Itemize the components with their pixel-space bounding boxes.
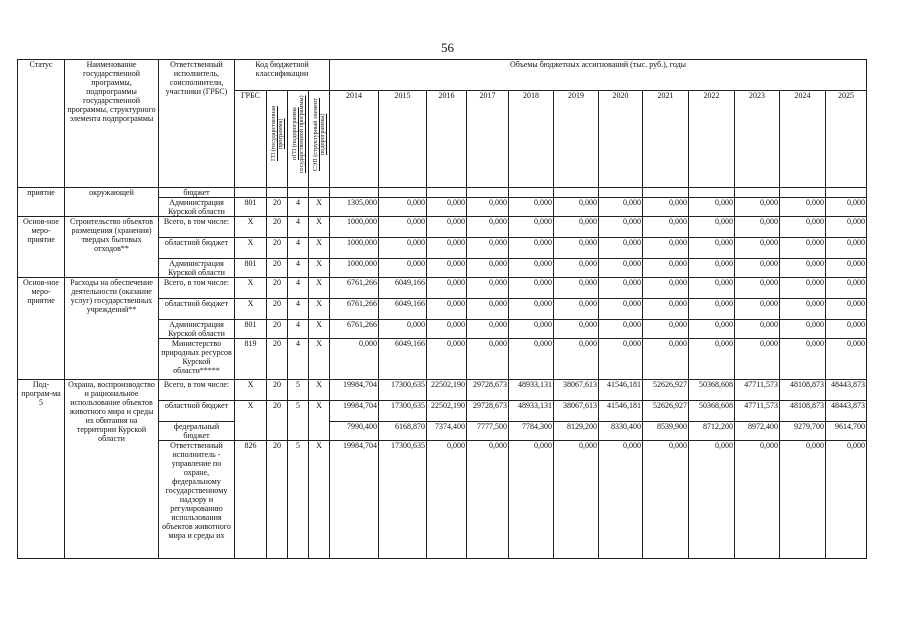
value-cell: 52626,927 [643,380,689,401]
value-cell: 0,000 [509,320,554,339]
value-cell: 48933,131 [509,401,554,422]
value-cell: 0,000 [379,198,427,217]
grbs-cell: 826 [235,441,267,559]
value-cell: 0,000 [735,299,780,320]
header-se [309,91,330,188]
value-cell: 1305,000 [330,198,379,217]
budget-table [17,59,867,559]
gp-cell: 20 [267,217,288,238]
header-year: 2021 [643,91,689,188]
value-cell: 47711,573 [735,380,780,401]
se-cell: X [309,278,330,299]
executor-cell: Ответственный исполнитель - управление по охране, федеральному государственному надзору и регулированию использования объектов животного мира и среды их [159,441,235,559]
value-cell: 0,000 [379,320,427,339]
header-volumes: Объемы бюджетных ассигнований (тыс. руб.), годы [330,60,867,91]
value-cell: 0,000 [427,299,467,320]
header-status: Статус [18,60,65,188]
grbs-cell: X [235,401,267,441]
header-year: 2019 [554,91,599,188]
value-cell: 0,000 [735,278,780,299]
pgp-cell: 4 [288,278,309,299]
se-cell: X [309,401,330,441]
value-cell: 1000,000 [330,238,379,259]
value-cell [467,188,509,198]
executor-cell: федеральный бюджет [159,422,235,441]
value-cell: 0,000 [780,238,826,259]
se-cell: X [309,320,330,339]
value-cell: 0,000 [427,217,467,238]
executor-cell: областной бюджет [159,299,235,320]
value-cell: 0,000 [643,278,689,299]
grbs-cell: X [235,380,267,401]
value-cell: 0,000 [735,217,780,238]
value-cell: 0,000 [554,299,599,320]
value-cell: 8129,200 [554,422,599,441]
pgp-cell [288,188,309,198]
se-cell: X [309,339,330,380]
value-cell: 0,000 [467,198,509,217]
header-year: 2020 [599,91,643,188]
header-year: 2022 [689,91,735,188]
grbs-cell [235,188,267,198]
header-year: 2023 [735,91,780,188]
value-cell: 0,000 [554,320,599,339]
value-cell: 0,000 [554,259,599,278]
value-cell: 0,000 [509,299,554,320]
value-cell: 0,000 [689,339,735,380]
value-cell: 48108,873 [780,380,826,401]
value-cell: 0,000 [826,198,867,217]
gp-cell: 20 [267,198,288,217]
value-cell: 0,000 [643,198,689,217]
value-cell: 0,000 [826,441,867,559]
gp-cell [267,188,288,198]
value-cell: 0,000 [509,217,554,238]
value-cell: 0,000 [780,299,826,320]
value-cell: 0,000 [554,278,599,299]
name-cell: Строительство объектов размещения (хранения) твердых бытовых отходов** [65,217,159,278]
value-cell: 0,000 [643,441,689,559]
value-cell: 6761,266 [330,278,379,299]
value-cell [735,188,780,198]
grbs-cell: 801 [235,259,267,278]
value-cell: 0,000 [826,278,867,299]
header-name: Наименование государственной программы, подпрограммы государственной программы, структурного элемента подпрограммы [65,60,159,188]
value-cell: 19984,704 [330,401,379,422]
value-cell: 0,000 [780,320,826,339]
value-cell: 0,000 [554,198,599,217]
se-cell: X [309,198,330,217]
value-cell: 0,000 [509,198,554,217]
value-cell: 0,000 [599,259,643,278]
executor-cell: Всего, в том числе: [159,217,235,238]
se-cell: X [309,259,330,278]
value-cell: 0,000 [643,259,689,278]
value-cell [780,188,826,198]
value-cell: 0,000 [735,238,780,259]
value-cell: 22502,190 [427,380,467,401]
value-cell [509,188,554,198]
grbs-cell: X [235,238,267,259]
value-cell: 19984,704 [330,380,379,401]
value-cell: 0,000 [826,259,867,278]
value-cell: 0,000 [599,299,643,320]
value-cell: 0,000 [427,320,467,339]
value-cell: 0,000 [780,259,826,278]
value-cell: 0,000 [330,339,379,380]
pgp-cell: 4 [288,198,309,217]
header-code-group: Код бюджетной классификации [235,60,330,91]
value-cell: 0,000 [780,198,826,217]
value-cell: 0,000 [599,441,643,559]
value-cell: 0,000 [599,238,643,259]
value-cell: 29728,673 [467,401,509,422]
value-cell: 0,000 [735,339,780,380]
value-cell: 0,000 [509,441,554,559]
value-cell: 0,000 [689,259,735,278]
value-cell: 0,000 [467,217,509,238]
value-cell: 0,000 [467,320,509,339]
header-year: 2018 [509,91,554,188]
value-cell: 22502,190 [427,401,467,422]
value-cell: 7777,500 [467,422,509,441]
value-cell: 0,000 [826,339,867,380]
value-cell: 0,000 [509,339,554,380]
value-cell: 0,000 [554,217,599,238]
value-cell: 0,000 [780,217,826,238]
value-cell: 0,000 [554,339,599,380]
status-cell: приятие [18,188,65,217]
value-cell: 9279,700 [780,422,826,441]
executor-cell: бюджет [159,188,235,198]
value-cell: 0,000 [689,198,735,217]
value-cell: 0,000 [735,198,780,217]
status-cell: Под-програм-ма 5 [18,380,65,559]
value-cell: 0,000 [643,299,689,320]
value-cell: 0,000 [427,339,467,380]
gp-cell: 20 [267,339,288,380]
value-cell: 17300,635 [379,401,427,422]
page-number: 56 [441,40,454,55]
value-cell [826,188,867,198]
grbs-cell: 819 [235,339,267,380]
value-cell: 0,000 [689,441,735,559]
value-cell: 0,000 [780,339,826,380]
grbs-cell: 801 [235,198,267,217]
header-row-top [18,60,867,91]
gp-cell: 20 [267,320,288,339]
value-cell: 7990,400 [330,422,379,441]
se-cell: X [309,238,330,259]
value-cell: 7374,400 [427,422,467,441]
value-cell: 0,000 [509,259,554,278]
value-cell: 0,000 [826,299,867,320]
value-cell: 0,000 [379,217,427,238]
header-pgp-text: пГП (подпрограмма государственной программы) [291,95,305,173]
value-cell: 6168,870 [379,422,427,441]
table-row [18,188,867,198]
header-year: 2015 [379,91,427,188]
value-cell: 9614,700 [826,422,867,441]
value-cell: 6049,166 [379,299,427,320]
value-cell [689,188,735,198]
value-cell: 0,000 [427,198,467,217]
value-cell: 0,000 [467,238,509,259]
header-year: 2025 [826,91,867,188]
value-cell: 0,000 [599,320,643,339]
value-cell: 48108,873 [780,401,826,422]
value-cell: 0,000 [643,339,689,380]
value-cell: 0,000 [735,259,780,278]
header-year: 2024 [780,91,826,188]
gp-cell: 20 [267,299,288,320]
value-cell: 0,000 [826,217,867,238]
value-cell: 52626,927 [643,401,689,422]
value-cell: 0,000 [826,320,867,339]
value-cell: 0,000 [689,217,735,238]
value-cell: 8330,400 [599,422,643,441]
gp-cell: 20 [267,401,288,441]
value-cell: 48443,873 [826,401,867,422]
value-cell: 0,000 [554,441,599,559]
table-row [18,278,867,299]
header-gp [267,91,288,188]
value-cell: 0,000 [643,320,689,339]
pgp-cell: 5 [288,441,309,559]
value-cell: 0,000 [826,238,867,259]
se-cell [309,188,330,198]
value-cell: 48443,873 [826,380,867,401]
gp-cell: 20 [267,238,288,259]
gp-cell: 20 [267,380,288,401]
gp-cell: 20 [267,441,288,559]
pgp-cell: 4 [288,339,309,380]
value-cell: 50368,608 [689,401,735,422]
pgp-cell: 4 [288,238,309,259]
se-cell: X [309,299,330,320]
value-cell: 0,000 [427,259,467,278]
table-row [18,217,867,238]
value-cell: 6761,266 [330,320,379,339]
value-cell: 0,000 [689,299,735,320]
pgp-cell: 4 [288,320,309,339]
value-cell: 0,000 [509,238,554,259]
grbs-cell: 801 [235,320,267,339]
value-cell: 38067,613 [554,380,599,401]
pgp-cell: 5 [288,380,309,401]
grbs-cell: X [235,278,267,299]
gp-cell: 20 [267,278,288,299]
value-cell: 38067,613 [554,401,599,422]
value-cell [330,188,379,198]
value-cell: 0,000 [427,238,467,259]
executor-cell: областной бюджет [159,238,235,259]
header-se-text: СЭП (структурный элемент подпрограммы) [312,97,326,171]
value-cell: 0,000 [467,299,509,320]
value-cell [427,188,467,198]
value-cell: 8539,900 [643,422,689,441]
value-cell: 6049,166 [379,339,427,380]
value-cell: 0,000 [467,441,509,559]
value-cell: 0,000 [599,217,643,238]
status-cell: Основ-ное меро-приятие [18,217,65,278]
name-cell: Охрана, воспроизводство и рациональное использование объектов животного мира и среды их обитания на территории Курской области [65,380,159,559]
header-executor: Ответственный исполнитель, соисполнители, участники (ГРБС) [159,60,235,188]
value-cell: 0,000 [467,339,509,380]
pgp-cell: 4 [288,217,309,238]
value-cell: 1000,000 [330,217,379,238]
value-cell: 6761,266 [330,299,379,320]
value-cell: 0,000 [554,238,599,259]
value-cell: 0,000 [599,339,643,380]
value-cell: 6049,166 [379,278,427,299]
executor-cell: Министерство природных ресурсов Курской области***** [159,339,235,380]
header-gp-text: ГП (государственная программа) [270,106,284,162]
header-pgp [288,91,309,188]
value-cell: 47711,573 [735,401,780,422]
value-cell: 0,000 [643,217,689,238]
value-cell: 0,000 [689,238,735,259]
header-year: 2016 [427,91,467,188]
value-cell [599,188,643,198]
executor-cell: Администрация Курской области [159,198,235,217]
value-cell: 0,000 [689,278,735,299]
value-cell: 50368,608 [689,380,735,401]
grbs-cell: X [235,299,267,320]
value-cell: 0,000 [427,441,467,559]
value-cell: 17300,635 [379,441,427,559]
table-body [18,188,867,559]
value-cell [643,188,689,198]
value-cell: 48933,131 [509,380,554,401]
gp-cell: 20 [267,259,288,278]
status-cell: Основ-ное меро-приятие [18,278,65,380]
value-cell: 1000,000 [330,259,379,278]
pgp-cell: 5 [288,401,309,441]
executor-cell: Всего, в том числе: [159,278,235,299]
se-cell: X [309,217,330,238]
value-cell: 7784,300 [509,422,554,441]
executor-cell: Администрация Курской области [159,259,235,278]
value-cell: 19984,704 [330,441,379,559]
header-year: 2014 [330,91,379,188]
grbs-cell: X [235,217,267,238]
value-cell [554,188,599,198]
header-grbs: ГРБС [235,91,267,188]
header-year: 2017 [467,91,509,188]
se-cell: X [309,441,330,559]
value-cell: 0,000 [467,259,509,278]
value-cell: 0,000 [735,441,780,559]
name-cell: окружающей [65,188,159,217]
value-cell: 0,000 [780,278,826,299]
value-cell: 0,000 [467,278,509,299]
pgp-cell: 4 [288,259,309,278]
executor-cell: областной бюджет [159,401,235,422]
value-cell: 41546,181 [599,401,643,422]
executor-cell: Всего, в том числе: [159,380,235,401]
value-cell: 29728,673 [467,380,509,401]
value-cell: 41546,181 [599,380,643,401]
name-cell: Расходы на обеспечение деятельности (оказание услуг) государственных учреждений** [65,278,159,380]
value-cell: 0,000 [643,238,689,259]
value-cell [379,188,427,198]
value-cell: 8712,200 [689,422,735,441]
value-cell: 0,000 [599,278,643,299]
se-cell: X [309,380,330,401]
value-cell: 0,000 [379,259,427,278]
pgp-cell: 4 [288,299,309,320]
value-cell: 8972,400 [735,422,780,441]
value-cell: 0,000 [599,198,643,217]
value-cell: 0,000 [780,441,826,559]
executor-cell: Администрация Курской области [159,320,235,339]
table-row [18,380,867,401]
value-cell: 17300,635 [379,380,427,401]
value-cell: 0,000 [509,278,554,299]
value-cell: 0,000 [427,278,467,299]
value-cell: 0,000 [735,320,780,339]
value-cell: 0,000 [379,238,427,259]
value-cell: 0,000 [689,320,735,339]
